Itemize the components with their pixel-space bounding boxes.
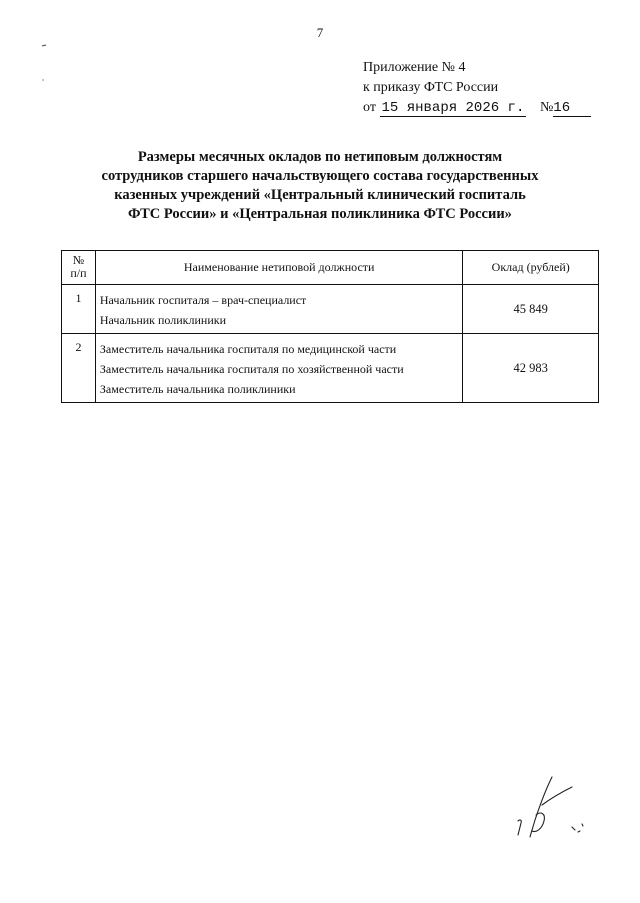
- title-line: Размеры месячных окладов по нетиповым должностям: [137, 149, 503, 165]
- title-line: сотрудников старшего начальствующего состава государственных: [101, 168, 539, 184]
- header-num-pp: п/п: [70, 266, 87, 280]
- title-line: казенных учреждений «Центральный клинический госпиталь: [114, 187, 526, 203]
- order-date: 15 января 2026 г.: [381, 100, 525, 116]
- title-line: ФТС России» и «Центральная поликлиника ФТС России»: [128, 206, 512, 222]
- header-num-sign: №: [72, 253, 85, 267]
- handwritten-signature: [500, 775, 600, 845]
- appendix-header: [363, 58, 591, 118]
- appendix-title: Приложение № 4: [363, 60, 466, 75]
- table-row: [62, 285, 599, 334]
- page-number: 7: [316, 25, 324, 40]
- header-position-name: Наименование нетиповой должности: [95, 251, 463, 285]
- row-number: 1: [62, 285, 96, 334]
- appendix-date-number: [363, 98, 591, 118]
- table-row: [62, 334, 599, 403]
- document-title: [70, 148, 570, 224]
- position-name: Начальник поликлиники: [99, 313, 227, 327]
- position-name: Начальник госпиталя – врач-специалист: [99, 293, 307, 307]
- table-header-row: [62, 251, 599, 285]
- position-list: [95, 334, 463, 403]
- salary-value: 42 983: [463, 334, 599, 403]
- scan-marks: [40, 40, 50, 90]
- position-name: Заместитель начальника поликлиники: [99, 382, 296, 396]
- appendix-order-ref: к приказу ФТС России: [363, 80, 499, 95]
- header-num: [62, 251, 96, 285]
- date-from-label: от: [363, 100, 376, 115]
- number-label: №: [539, 100, 554, 115]
- order-number: 16: [553, 100, 591, 117]
- salary-value: 45 849: [463, 285, 599, 334]
- row-number: 2: [62, 334, 96, 403]
- position-name: Заместитель начальника госпиталя по медицинской части: [99, 342, 397, 356]
- position-list: [95, 285, 463, 334]
- header-salary: Оклад (рублей): [463, 251, 599, 285]
- position-name: Заместитель начальника госпиталя по хозяйственной части: [99, 362, 404, 376]
- salary-table: [61, 250, 599, 403]
